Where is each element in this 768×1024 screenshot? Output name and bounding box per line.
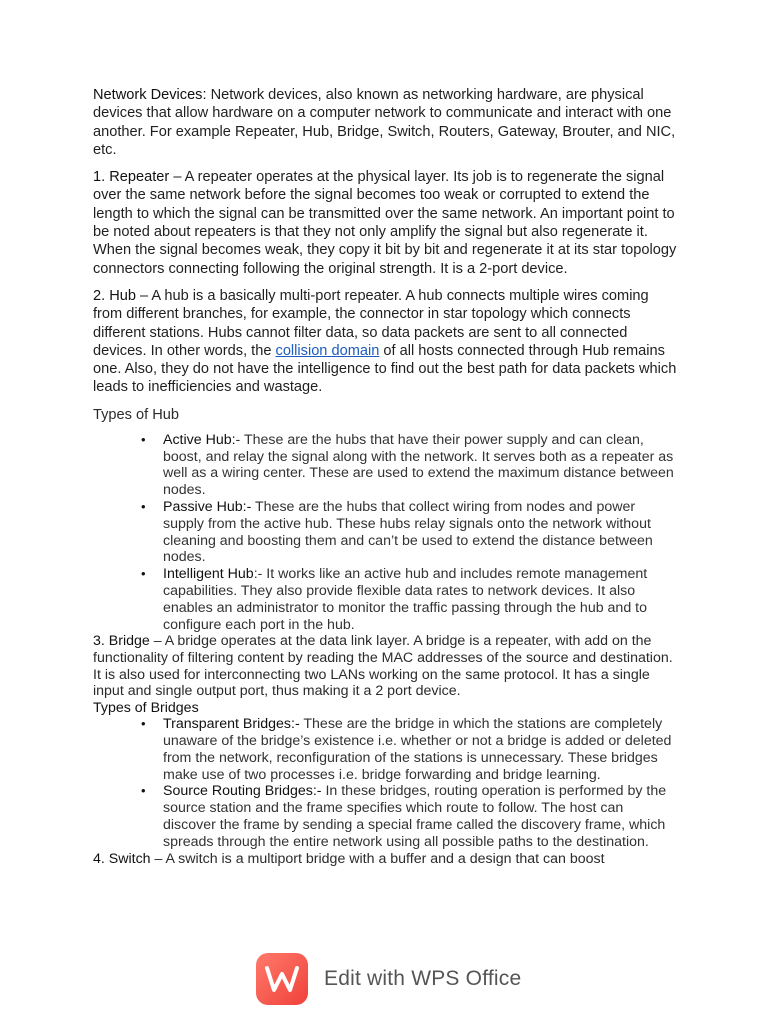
document-page (93, 86, 678, 867)
bridge-term: 3. Bridge (93, 633, 150, 650)
bridge-types-list (93, 716, 678, 850)
wps-office-logo-icon (256, 953, 308, 1005)
bridge-paragraph (93, 633, 678, 699)
intro-paragraph (93, 86, 678, 159)
hub-text-after-link: of all hosts connected through Hub remains one. Also, they do not have the intelligence to find out the best path for data packets which leads to inefficiencies and wastage. (93, 342, 677, 396)
repeater-text: – A repeater operates at the physical layer. Its job is to regenerate the signal over the same network before the signal becomes too weak or corrupted to extend the length to which the signal can be transmitted over the same network. An important point to be noted about repeaters is that they not only amplify the signal but also regenerate it. When the signal becomes weak, they copy it bit by bit and regenerate it at its star topology connectors connecting following the original strength. It is a 2-port device. (93, 169, 677, 277)
collision-domain-link[interactable]: collision domain (275, 342, 380, 359)
hub-text-before-link: – A hub is a basically multi-port repeater. A hub connects multiple wires coming from different branches, for example, the connector in star topology which connects different stations. Hubs cannot filter data, so data packets are sent to all connected devices. In other words, the (93, 287, 649, 359)
wps-label: Edit with WPS Office (324, 967, 522, 990)
switch-paragraph (93, 851, 678, 868)
hub-type-term: Intelligent Hub (163, 566, 254, 583)
wps-watermark[interactable] (256, 953, 521, 1005)
list-item (163, 499, 678, 566)
hub-types-list (93, 432, 678, 634)
hub-types-heading: Types of Hub (93, 406, 179, 423)
intro-text: Network devices, also known as networking hardware, are physical devices that allow hardware on a computer network to communicate and interact with one another. For example Repeater, Hub, Bridge, Switch, Routers, Gateway, Brouter, and NIC, etc. (93, 87, 676, 158)
hub-type-text: :- It works like an active hub and includes remote management capabilities. They also provide flexible data rates to network devices. It also enables an administrator to monitor the traffic passing through the hub and to configure each port in the hub. (163, 566, 648, 633)
hub-term: 2. Hub (93, 287, 136, 304)
hub-type-text: These are the hubs that collect wiring from nodes and power supply from the active hub. These hubs relay signals onto the network without cleaning and boosting them and can’t be used to extend the distance between nodes. (163, 498, 653, 566)
hub-type-term: Passive Hub:- (163, 498, 252, 515)
list-item (163, 432, 678, 499)
hub-paragraph (93, 287, 678, 397)
bridge-type-text: In these bridges, routing operation is performed by the source station and the frame specifies which route to follow. The host can discover the frame by sending a special frame called the discovery frame, which spreads through the entire network using all possible paths to the destination. (163, 783, 667, 850)
intro-term: Network Devices: (93, 87, 207, 103)
switch-text: – A switch is a multiport bridge with a buffer and a design that can boost (150, 850, 605, 867)
list-item (163, 716, 678, 783)
hub-type-text: - These are the hubs that have their power supply and can clean, boost, and relay the signal along with the network. It serves both as a repeater as well as a wiring center. These are used to extend the maximum distance between nodes. (163, 431, 674, 499)
wps-w-glyph (265, 964, 299, 994)
bridge-type-term: Source Routing Bridges:- (163, 783, 322, 800)
bridge-type-text: These are the bridge in which the stations are completely unaware of the bridge’s existence i.e. whether or not a bridge is added or deleted from the network, reconfiguration of the stations is unnecessary. These bridges make use of two processes i.e. bridge forwarding and bridge learning. (163, 716, 672, 783)
switch-term: 4. Switch (93, 850, 151, 867)
repeater-paragraph (93, 168, 678, 278)
bridge-text: – A bridge operates at the data link layer. A bridge is a repeater, with add on the functionality of filtering content by reading the MAC addresses of the source and destination. It is also used for interconnecting two LANs working on the same protocol. It has a single input and single output port, thus making it a 2 port device. (93, 633, 673, 700)
bridge-types-heading: Types of Bridges (93, 699, 199, 716)
list-item (163, 783, 678, 850)
list-item (163, 566, 678, 633)
bridge-type-term: Transparent Bridges:- (163, 716, 300, 733)
hub-type-term: Active Hub: (163, 431, 236, 448)
repeater-term: 1. Repeater (93, 169, 170, 186)
